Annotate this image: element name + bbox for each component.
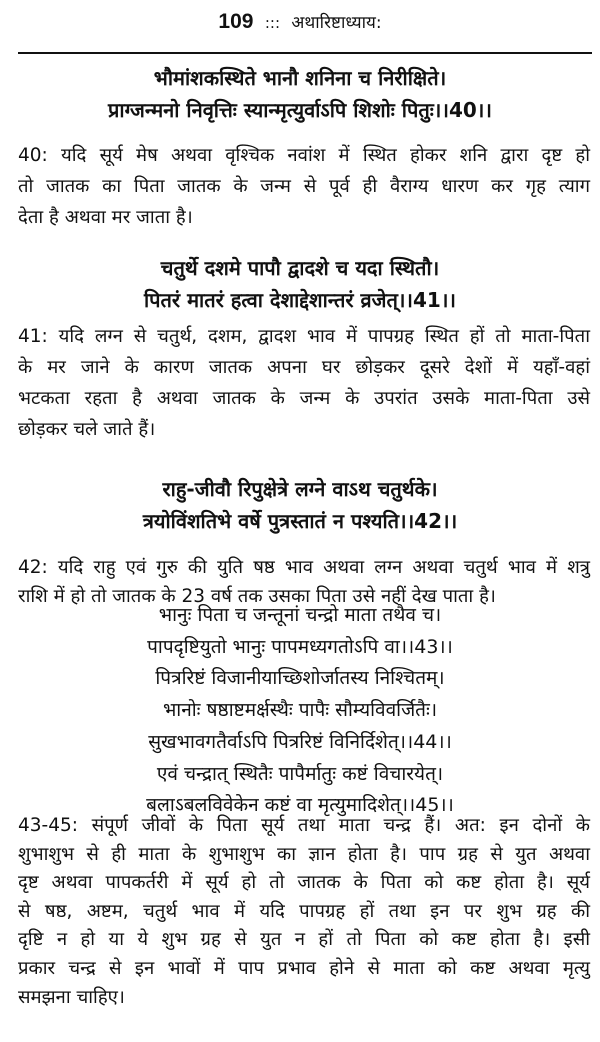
commentary-line: शुभाशुभ से ही माता के शुभाशुभ का ज्ञान होता है। पाप ग्रह से युत अथवा	[18, 843, 590, 865]
commentary-line: से षष्ठ, अष्टम, चतुर्थ भाव में यदि पापग्रह हों तथा इन पर शुभ ग्रह की	[18, 900, 590, 922]
verse-line: राहु-जीवौ रिपुक्षेत्रे लग्ने वाऽथ चतुर्थके।	[162, 477, 438, 501]
commentary-line: छोड़कर चले जाते हैं।	[18, 419, 156, 440]
commentary-line: 43-45: संपूर्ण जीवों के पिता सूर्य तथा माता चन्द्र हैं। अत: इन दोनों के	[18, 815, 590, 836]
running-header	[0, 10, 600, 34]
commentary-line: राशि में हो तो जातक के 23 वर्ष तक उसका पिता उसे नहीं देख पाता है।	[18, 586, 496, 607]
verse-line: पितरं मातरं हत्वा देशाद्देशान्तरं व्रजेत्।।41।।	[143, 288, 457, 312]
verse-line: चतुर्थे दशमे पापौ द्वादशे च यदा स्थितौ।	[160, 256, 440, 280]
verse-line: भानोः षष्ठाष्टमर्क्षस्थैः पापैः सौम्यविवर्जितैः।	[162, 699, 438, 722]
verse-41	[0, 252, 600, 316]
commentary-line: भटकता रहता है अथवा जातक के जन्म के उपरांत उसके माता-पिता उसे	[18, 388, 590, 409]
commentary-line: दृष्टि न हो या ये शुभ ग्रह से युत न हों तो पिता को कष्ट होता है। इसी	[18, 929, 590, 951]
verse-line: भानुः पिता च जन्तूनां चन्द्रो माता तथैव च।	[158, 604, 442, 626]
commentary-line: दृष्ट अथवा पापकर्तरी में सूर्य हो तो जातक के पिता को कष्ट होता है। सूर्य	[18, 872, 590, 894]
commentary-line: समझना चाहिए।	[18, 986, 125, 1008]
verse-line: एवं चन्द्रात् स्थितैः पापैर्मातुः कष्टं विचारयेत्।	[156, 762, 444, 785]
verse-40	[0, 62, 600, 126]
verse-line: बलाऽबलविवेकेन कष्टं वा मृत्युमादिशेत्।।45।।	[146, 794, 454, 817]
commentary-line: के मर जाने के कारण जातक अपना घर छोड़कर दूसरे देशों में यहाँ-वहां	[18, 357, 590, 378]
header-separator: :::	[264, 14, 281, 32]
commentary-line: 41: यदि लग्न से चतुर्थ, दशम, द्वादश भाव में पापग्रह स्थित हों तो माता-पिता	[18, 326, 590, 347]
commentary-43-45	[18, 812, 590, 1012]
verse-42	[0, 473, 600, 537]
commentary-line: प्रकार चन्द्र से इन भावों में पाप प्रभाव होने से माता को कष्ट अथवा मृत्यु	[18, 957, 590, 979]
header-rule	[18, 52, 592, 54]
commentary-line: 40: यदि सूर्य मेष अथवा वृश्चिक नवांश में स्थित होकर शनि द्वारा दृष्ट हो	[18, 145, 590, 166]
chapter-title: अथारिष्टाध्याय:	[291, 13, 382, 33]
verse-line: पित्ररिष्टं विजानीयाच्छिशोर्जातस्य निश्चितम्।	[155, 667, 445, 690]
verse-line: त्रयोविंशतिभे वर्षे पुत्रस्तातं न पश्यति।।42।।	[142, 509, 458, 533]
commentary-line: 42: यदि राहु एवं गुरु की युति षष्ठ भाव अथवा लग्न अथवा चतुर्थ भाव में शत्रु	[18, 557, 590, 578]
page-number: 109	[218, 10, 254, 33]
commentary-40	[18, 140, 590, 233]
verses-43-45	[0, 600, 600, 822]
verse-line: सुखभावगतैर्वाऽपि पित्ररिष्टं विनिर्दिशेत्।।44।।	[148, 730, 452, 753]
verse-line: भौमांशकस्थिते भानौ शनिना च निरीक्षिते।	[153, 66, 447, 90]
commentary-line: तो जातक का पिता जातक के जन्म से पूर्व ही वैराग्य धारण कर गृह त्याग	[18, 176, 590, 197]
commentary-line: देता है अथवा मर जाता है।	[18, 207, 193, 228]
verse-line: प्राग्जन्मनो निवृत्तिः स्यान्मृत्युर्वाऽपि शिशोः पितुः।।40।।	[108, 98, 492, 122]
commentary-41	[18, 321, 590, 445]
verse-line: पापदृष्टियुतो भानुः पापमध्यगतोऽपि वा।।43।।	[147, 635, 453, 658]
